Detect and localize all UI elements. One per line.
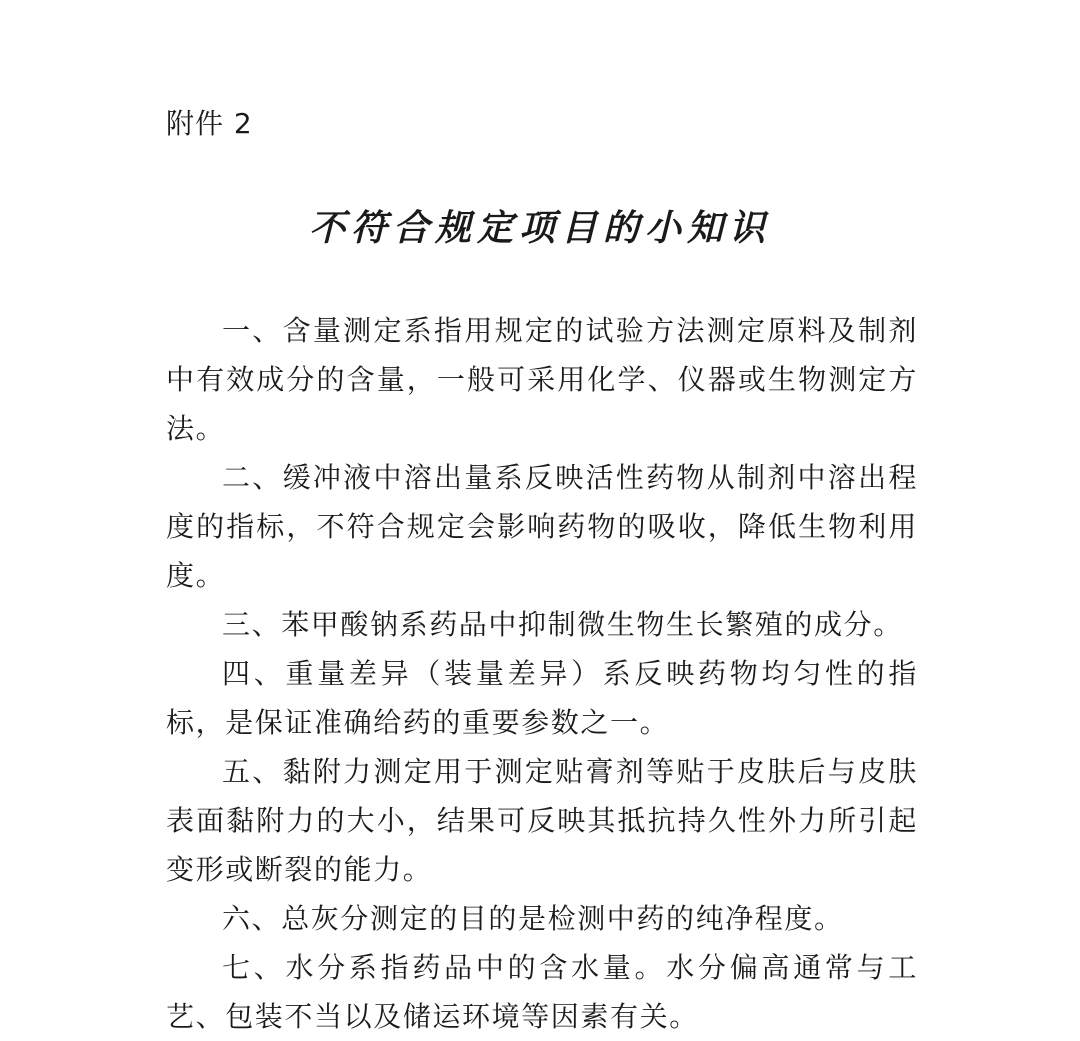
- paragraph-weight-variation: 四、重量差异（装量差异）系反映药物均匀性的指标，是保证准确给药的重要参数之一。: [166, 657, 918, 739]
- document-title: 不符合规定项目的小知识: [308, 207, 771, 249]
- attachment-label: 附件 2: [166, 107, 253, 140]
- paragraph-total-ash: 六、总灰分测定的目的是检测中药的纯净程度。: [222, 902, 844, 935]
- paragraph-sodium-benzoate: 三、苯甲酸钠系药品中抑制微生物生长繁殖的成分。: [222, 608, 903, 641]
- paragraph-moisture: 七、水分系指药品中的含水量。水分偏高通常与工艺、包装不当以及储运环境等因素有关。: [166, 951, 918, 1033]
- paragraph-dissolution: 二、缓冲液中溶出量系反映活性药物从制剂中溶出程度的指标，不符合规定会影响药物的吸收，降低生物利用度。: [166, 461, 918, 592]
- paragraph-adhesion: 五、黏附力测定用于测定贴膏剂等贴于皮肤后与皮肤表面黏附力的大小，结果可反映其抵抗持久性外力所引起变形或断裂的能力。: [166, 755, 918, 886]
- paragraph-content-determination: 一、含量测定系指用规定的试验方法测定原料及制剂中有效成分的含量，一般可采用化学、仪器或生物测定方法。: [166, 314, 918, 445]
- document-body: [166, 306, 918, 1041]
